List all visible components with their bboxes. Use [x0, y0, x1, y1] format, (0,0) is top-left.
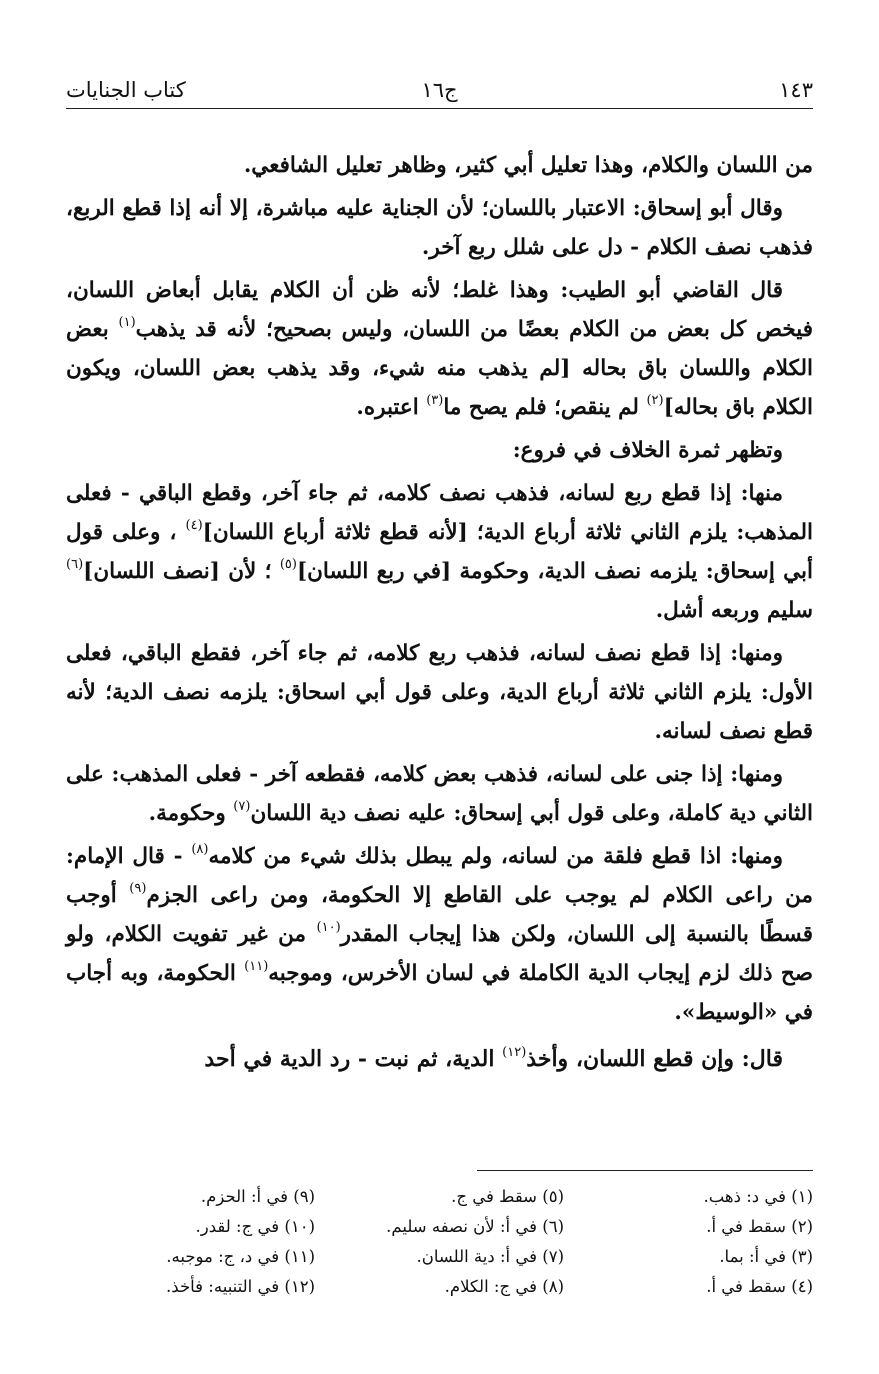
footnote-item: (١٢) في التنبيه: فأخذ. [166, 1277, 315, 1296]
footnote-ref[interactable]: (٣) [426, 393, 444, 408]
footnote-item: (٦) في أ: لأن نصفه سليم. [386, 1217, 564, 1236]
footnote-item: (٥) سقط في ج. [451, 1187, 564, 1206]
footnote-item: (٢) سقط في أ. [706, 1217, 813, 1236]
footnote-item: (٩) في أ: الحزم. [200, 1187, 315, 1206]
footnote-item: (١١) في د، ج: موجبه. [166, 1247, 315, 1266]
footnote-ref[interactable]: (٤) [185, 518, 203, 533]
main-text [66, 146, 813, 1083]
chapter-title: كتاب الجنايات [66, 78, 186, 102]
paragraph: ومنها: إذا قطع نصف لسانه، فذهب ربع كلامه، ثم جاء آخر، فقطع الباقي، فعلى الأول: يلزم الثاني ثلاثة أرباع الدية، وعلى قول أبي اسحاق: يلزمه نصف الدية؛ لأنه قطع نصف لسانه. [66, 641, 813, 744]
footnotes [66, 1182, 813, 1302]
paragraph: من اللسان والكلام، وهذا تعليل أبي كثير، وظاهر تعليل الشافعي. [243, 153, 813, 178]
paragraph: منها: إذا قطع ربع لسانه، فذهب نصف كلامه، ثم جاء آخر، وقطع الباقي - فعلى المذهب: يلزم الثاني ثلاثة أرباع الدية؛ [لأنه قطع ثلاثة أرباع اللسان]$^{(٤)}$ ، وعلى قول أبي إسحاق: يلزمه نصف الدية، وحكومة [في ربع اللسان]$^{(٥)}$ ؛ لأن [نصف اللسان]$^{(٦)}$ سليم وربعه أشل. [66, 481, 814, 623]
footnote-divider [477, 1170, 813, 1171]
footnote-ref[interactable]: (٢) [646, 393, 664, 408]
paragraph: قال القاضي أبو الطيب: وهذا غلط؛ لأنه ظن أن الكلام يقابل أبعاض اللسان، فيخص كل بعض من الكلام بعضًا من اللسان، وليس بصحيح؛ لأنه قد يذهب$^{(١)}$ بعض الكلام واللسان باق بحاله [لم يذهب منه شيء، وقد يذهب بعض اللسان، ويكون الكلام باق بحاله]$^{(٢)}$ لم ينقص؛ فلم يصح ما$^{(٣)}$ اعتبره. [66, 278, 813, 420]
footnote-ref[interactable]: (١٠) [316, 920, 341, 935]
paragraph: ومنها: اذا قطع فلقة من لسانه، ولم يبطل بذلك شيء من كلامه$^{(٨)}$ - قال الإمام: من راعى الكلام لم يوجب على القاطع إلا الحكومة، ومن راعى الجزم$^{(٩)}$ أوجب قسطًا بالنسبة إلى اللسان، ولكن هذا إيجاب المقدر$^{(١٠)}$ من غير تفويت الكلام، ولو صح ذلك لزم إيجاب الدية الكاملة في لسان الأخرس، وموجبه$^{(١١)}$ الحكومة، وبه أجاب في «الوسيط». [66, 842, 813, 1025]
running-header [66, 74, 813, 109]
paragraph: قال: وإن قطع اللسان، وأخذ$^{(١٢)}$ الدية، ثم نبت - رد الدية في أحد [204, 1045, 783, 1072]
footnote-item: (٨) في ج: الكلام. [444, 1277, 564, 1296]
footnote-item: (٧) في أ: دية اللسان. [416, 1247, 564, 1266]
paragraph: وتظهر ثمرة الخلاف في فروع: [512, 438, 783, 463]
page-number: ١٤٣ [779, 78, 813, 102]
footnote-ref[interactable]: (١) [118, 315, 136, 330]
footnote-item: (٤) سقط في أ. [706, 1277, 813, 1296]
footnote-item: (١٠) في ج: لقدر. [195, 1217, 315, 1236]
paragraph: وقال أبو إسحاق: الاعتبار باللسان؛ لأن الجناية عليه مباشرة، إلا أنه إذا قطع الربع، فذهب نصف الكلام - دل على شلل ربع آخر. [66, 196, 813, 260]
footnote-ref[interactable]: (١١) [244, 959, 269, 974]
footnote-item: (٣) في أ: بما. [719, 1247, 813, 1266]
footnote-ref[interactable]: (٧) [233, 799, 251, 814]
volume-label: ج١٦ [421, 78, 458, 102]
footnote-ref[interactable]: (١٢) [502, 1045, 527, 1060]
paragraph: ومنها: إذا جنى على لسانه، فذهب بعض كلامه، فقطعه آخر - فعلى المذهب: على الثاني دية كاملة، وعلى قول أبي إسحاق: عليه نصف دية اللسان$^{(٧)}$ وحكومة. [66, 762, 813, 826]
footnote-ref[interactable]: (٦) [66, 557, 84, 572]
footnote-ref[interactable]: (٨) [191, 842, 209, 857]
footnote-ref[interactable]: (٥) [279, 557, 297, 572]
footnote-item: (١) في د: ذهب. [703, 1187, 813, 1206]
footnote-ref[interactable]: (٩) [129, 881, 147, 896]
